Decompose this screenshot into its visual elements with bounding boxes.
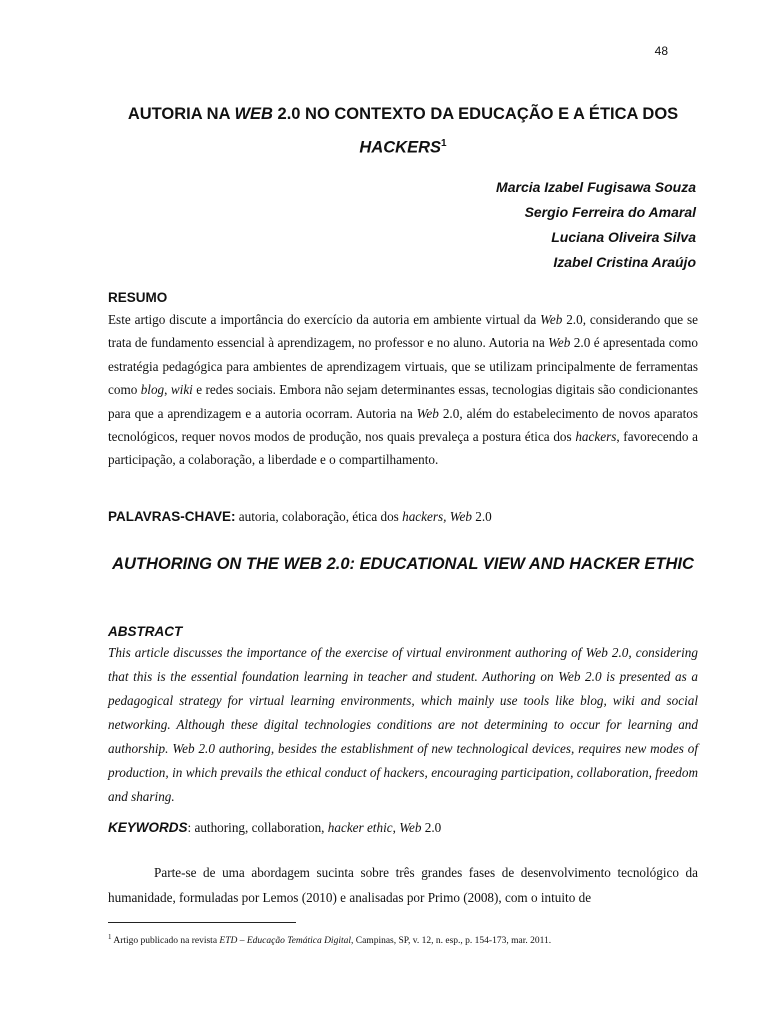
author-list <box>496 175 696 275</box>
author-name: Marcia Izabel Fugisawa Souza <box>496 179 696 195</box>
title-text: AUTORIA NA <box>127 105 235 123</box>
resumo-text: Este artigo discute a importância do exercício da autoria em ambiente virtual da Web 2.0, considerando que se trata de fundamento essencial à aprendizagem, no professor e no aluno. Autoria na Web 2.0 é apresentada como estratégia pedagógica para ambientes de aprendizagem virtuais, que se utilizam principalmente de ferramentas como blog, wiki e redes sociais. Embora não sejam determinantes essas, tecnologias digitais são condicionantes para que a aprendizagem e a autoria ocorram. Autoria na Web 2.0, além do estabelecimento de novos aparatos tecnológicos, requer novos modos de produção, nos quais prevaleça a postura ética dos hackers, favorecendo a participação, a colaboração, a liberdade e o compartilhamento. <box>108 312 698 468</box>
author-name: Izabel Cristina Araújo <box>553 254 696 270</box>
title-text: 2.0 NO CONTEXTO DA EDUCAÇÃO E A ÉTICA DOS <box>272 105 679 123</box>
resumo-section <box>108 290 698 472</box>
title-hackers-italic: HACKERS <box>359 138 442 157</box>
palavras-chave-label: PALAVRAS-CHAVE: <box>108 509 236 524</box>
footnote-divider <box>108 922 296 923</box>
author-name: Luciana Oliveira Silva <box>551 229 696 245</box>
abstract-text: This article discusses the importance of the exercise of virtual environment authoring of Web 2.0, considering that this is the essential foundation learning in teacher and student. Authoring on Web 2.0 is presented as a pedagogical strategy for virtual learning environments, which mainly use tools like blog, wiki and social networking. Although these digital technologies conditions are not determining to occur for learning and authorship. Web 2.0 authoring, besides the establishment of new technological devices, requires new modes of production, in which prevails the ethical conduct of hackers, encouraging participation, collaboration, freedom and sharing. <box>108 645 698 804</box>
abstract-heading: ABSTRACT <box>108 624 183 639</box>
english-title: AUTHORING ON THE WEB 2.0: EDUCATIONAL VIEW AND HACKER ETHIC <box>112 555 694 573</box>
title-web-italic: WEB <box>234 105 273 123</box>
author-name: Sergio Ferreira do Amaral <box>524 204 696 220</box>
abstract-section <box>108 624 698 809</box>
footnote: $^1$ Artigo publicado na revista ETD – Educação Temática Digital, Campinas, SP, v. 12, n. esp., p. 154-173, mar. 2011. <box>108 933 552 947</box>
keywords-label: KEYWORDS <box>108 820 188 835</box>
body-paragraph: Parte-se de uma abordagem sucinta sobre três grandes fases de desenvolvimento tecnológico da humanidade, formuladas por Lemos (2010) e analisadas por Primo (2008), com o intuito de <box>108 865 698 905</box>
palavras-chave: PALAVRAS-CHAVE: autoria, colaboração, ética dos hackers, Web 2.0 <box>108 509 492 524</box>
footnote-ref[interactable]: 1 <box>441 138 447 149</box>
keywords: KEYWORDS: authoring, collaboration, hacker ethic, Web 2.0 <box>108 820 442 835</box>
resumo-heading: RESUMO <box>108 290 168 305</box>
page-number: 48 <box>654 44 668 58</box>
article-title <box>108 100 698 163</box>
